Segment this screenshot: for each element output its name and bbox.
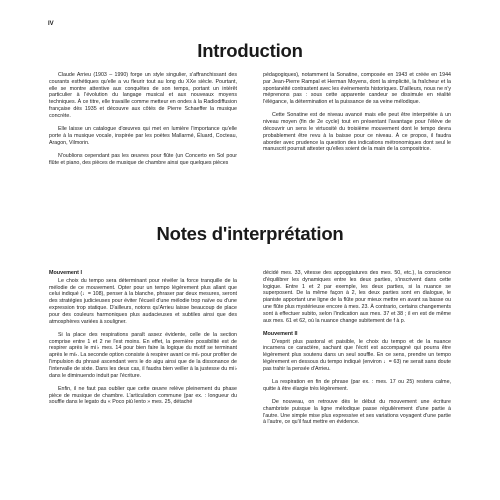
notes-column-left — [49, 270, 237, 413]
paragraph: Enfin, il ne faut pas oublier que cette œuvre relève pleinement du phase pièce de musique de chambre. L'articulation commune (par ex. : longueur du souffle dans le legato du « Poco più lento » mes. 25, détaché — [49, 385, 237, 406]
paragraph: La respiration en fin de phrase (par ex. : mes. 17 ou 25) restera calme, quitte à être élargie très légèrement. — [263, 378, 451, 392]
paragraph: N'oublions cependant pas les œuvres pour flûte (un Concerto en Sol pour flûte et piano, des pièces de musique de chambre ainsi que quelques pièces — [49, 152, 237, 166]
movement-heading: Mouvement II — [263, 330, 298, 337]
paragraph: Elle laisse un catalogue d'œuvres qui met en lumière l'importance qu'elle porte à la musique vocale, inspirée par les poètes Mallarmé, Éluard, Cocteau, Aragon, Vilmorin. — [49, 125, 237, 146]
notes-column-right — [263, 270, 451, 433]
paragraph: Le choix du tempo sera déterminant pour révéler la force tranquille de la mélodie de ce mouvement. Opter pour un tempo légèrement plus allant que celui indiqué (♩= 108), penser à la blanche, phraser par deux mesures, seront des stratégies judicieuses pour éviter l'écueil d'une mélodie trop naïve ou d'une expression trop statique. D'ailleurs, notons qu'Arrieu laisse beaucoup de place pour des couleurs harmoniques plus audacieuses et subtiles ainsi que des atmosphères variées à souligner. — [49, 277, 237, 325]
movement-heading: Mouvement I — [49, 270, 82, 276]
paragraph: D'esprit plus pastoral et paisible, le choix du tempo et de la nuance incarnera ce caractère, sachant que l'écrit est accompagné qui pourra être légèrement plus soutenu dans un seul souffle. En ce sens, prendre un tempo légèrement en dessous du tempo indiqué (environ ♩= 63) ne serait sans doute pas trahir la pensée d'Arrieu. — [263, 338, 451, 372]
page-number: IV — [48, 21, 54, 27]
paragraph: Si la place des respirations paraît assez évidente, celle de la section comprise entre 1 et 2 ne l'est moins. En effet, la première possibilité est de respirer après le mi♭ mes. 14 pour bien faire la logique du motif se terminant après le mi♭. La seconde option consiste à respirer avant ce mi♭ pour profiter de l'impulsion du phrasé ascendant vers le do aigu ainsi que de la dissonance de l'intervalle de sixte. Dans les deux cas, il faudra bien veiller à la justesse du mi♭ dans le diminuendo induit par l'écriture. — [49, 331, 237, 379]
paragraph: De nouveau, on retrouve dès le début du mouvement une écriture chambriste puisque la ligne mélodique passe régulièrement d'une partie à l'autre. Une simple mise plus expressive et ses variations voyagent d'une partie à l'autre, ce qu'il faut mettre en évidence. — [263, 398, 451, 426]
intro-column-right — [263, 72, 451, 160]
intro-column-left — [49, 72, 237, 173]
paragraph: Claude Arrieu (1903 – 1990) forge un style singulier, s'affranchissant des courants esthétiques qu'elle a vu fleurir tout au long du XXe siècle. Pourtant, elle se montre attentive aux conquêtes de son temps, portant un intérêt particulier à l'évolution du langage musical et aux nouveaux moyens techniques. À ce titre, elle travaille comme metteur en ondes à la Radiodiffusion française dès 1935 et découvre aux côtés de Pierre Schaeffer la musique concrète. — [49, 72, 237, 119]
paragraph: décidé mes. 33, vitesse des appoggiatures des mes. 50, etc.), la conscience d'équilibrer les dynamiques entre les deux parties, s'inscrivent dans cette logique. Entre 1 et 2 par exemple, les deux parties, si la nuance se superposent. De la même façon à 2, les deux parties sont en dialogue, le pianiste apportant une ligne de la flûte pour mieux mettre en avant sa basse ou une flûte plus mystérieuse encore à mes. 23. À contrario, certains changements sont à effectuer subito, selon l'indication aux mes. 37 et 38 ; il en est de même aux mes. 61 et 62, où la nuance change subitement de f à p. — [263, 270, 451, 324]
section-title-notes: Notes d'interprétation — [156, 223, 344, 244]
section-title-introduction: Introduction — [197, 40, 303, 61]
paragraph: Cette Sonatine est de niveau avancé mais elle peut être interprétée à un niveau moyen (fin de 2e cycle) tout en présentant l'avantage pour l'élève de découvrir un sens le virtuosité du troisième mouvement dont le tempo devra probablement être revu à la baisse pour ce niveau. À ce propos, il faudra aborder avec prudence la question des indications métronomiques dont seul le manuscrit pourrait attester qu'elles soient de la main de la compositrice. — [263, 112, 451, 153]
paragraph: pédagogiques), notamment la Sonatine, composée en 1943 et créée en 1944 par Jean-Pierre Rampal et Herman Moyens, dont la simplicité, la fraîcheur et la spontanéité contrastent avec les événements historiques. D'ailleurs, nous ne n'y méprenons pas : sous cette apparente candeur se dissimule en réalité l'élégance, la détermination et la puissance de sa veine mélodique. — [263, 72, 451, 106]
